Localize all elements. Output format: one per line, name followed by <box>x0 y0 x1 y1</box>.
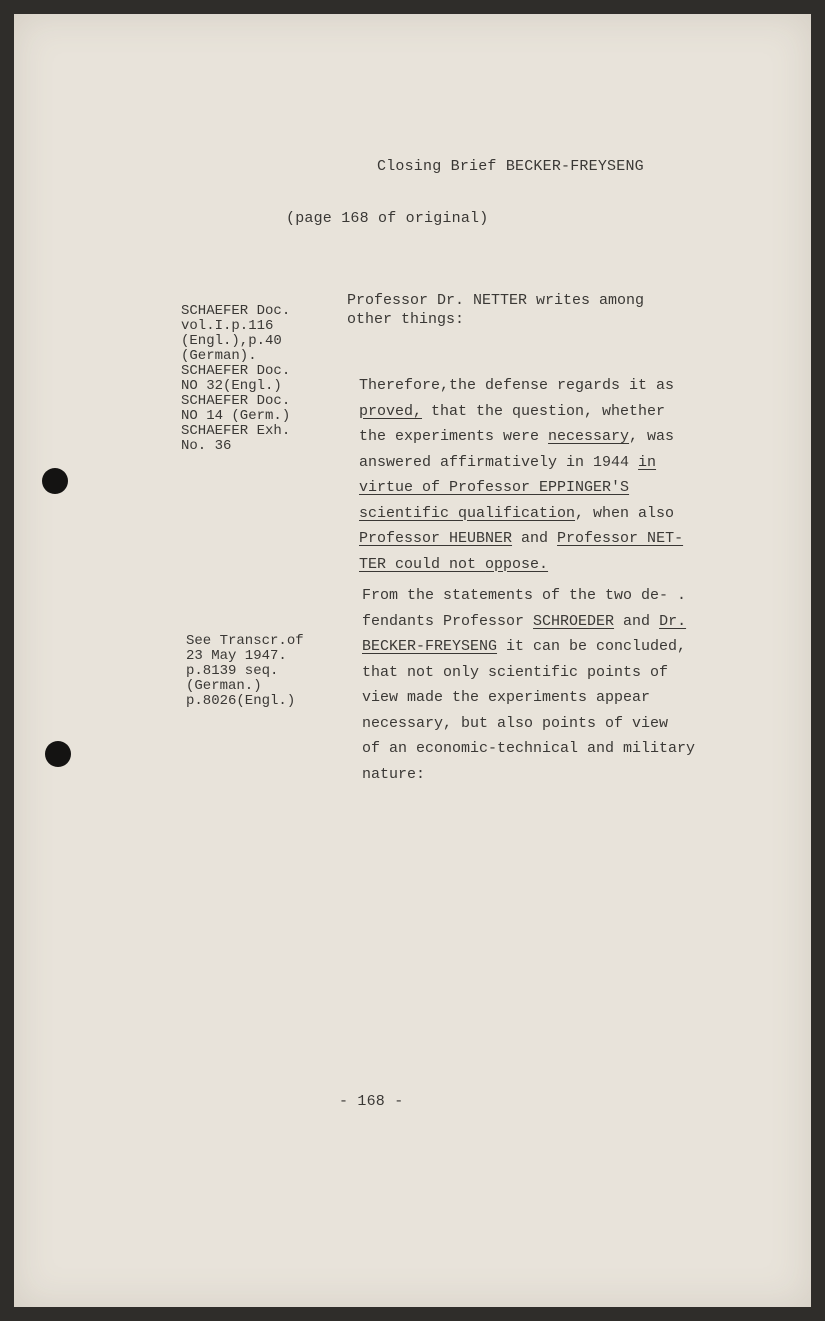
text-line <box>359 501 683 527</box>
text-line <box>362 634 695 660</box>
underlined-text: Dr. <box>659 612 687 630</box>
text-line <box>359 552 683 578</box>
text-line: that not only scientific points of <box>362 663 669 681</box>
text-span: and <box>614 612 660 630</box>
text-line: of an economic-technical and military <box>362 740 696 757</box>
underlined-text: oppose. <box>485 555 549 573</box>
text-span: it can be concluded, <box>497 638 687 655</box>
page-title: Closing Brief BECKER-FREYSENG <box>377 158 644 175</box>
margin-note-references-1: SCHAEFER Doc. vol.I.p.116 (Engl.),p.40 (German). SCHAEFER Doc. NO 32(Engl.) SCHAEFER Doc. NO 14 (Germ.) SCHAEFER Exh. No. 36 <box>181 303 291 454</box>
underlined-text: Professor HEUBNER <box>359 530 513 547</box>
text-span: that the question, whether <box>422 402 666 420</box>
document-page <box>14 14 811 1307</box>
text-line: view made the experiments appear <box>362 689 651 706</box>
paragraph-defendants-statements <box>362 583 695 787</box>
text-span: , was <box>629 428 675 445</box>
text-span: fendants Professor <box>362 612 534 630</box>
text-span: answered affirmatively in 1944 <box>359 453 639 471</box>
underlined-text: proved, <box>359 402 423 420</box>
text-line <box>359 526 683 552</box>
text-line <box>359 450 683 476</box>
underlined-text: BECKER-FREYSENG <box>362 638 498 655</box>
text-line <box>359 424 683 450</box>
page-subtitle: (page 168 of original) <box>286 210 489 227</box>
text-line <box>359 399 683 425</box>
punch-hole-top <box>42 468 68 494</box>
text-line: From the statements of the two de- . <box>362 587 687 604</box>
intro-line: Professor Dr. NETTER writes among <box>347 292 645 309</box>
intro-paragraph <box>347 291 644 329</box>
text-line <box>362 609 695 635</box>
underlined-text: scientific qualification <box>359 504 576 522</box>
text-span: the experiments were <box>359 428 549 445</box>
intro-line: other things: <box>347 311 465 328</box>
paragraph-defense-conclusion <box>359 373 683 577</box>
underlined-text: in <box>638 453 657 471</box>
text-line: necessary, but also points of view <box>362 714 669 732</box>
text-span: and <box>512 530 558 547</box>
text-line <box>359 475 683 501</box>
underlined-text: Professor NET- <box>557 530 684 547</box>
margin-note-references-2: See Transcr.of 23 May 1947. p.8139 seq. (German.) p.8026(Engl.) <box>186 633 304 709</box>
underlined-text: could not <box>386 555 486 573</box>
underlined-text: TER <box>359 555 387 573</box>
underlined-text: virtue of Professor EPPINGER'S <box>359 479 630 496</box>
text-line: Therefore,the defense regards it as <box>359 377 675 394</box>
underlined-text: SCHROEDER <box>533 612 615 630</box>
page-number: - 168 - <box>339 1093 404 1110</box>
text-span: , when also <box>575 504 675 522</box>
punch-hole-bottom <box>45 741 71 767</box>
text-line: nature: <box>362 765 426 783</box>
underlined-text: necessary <box>548 428 630 445</box>
